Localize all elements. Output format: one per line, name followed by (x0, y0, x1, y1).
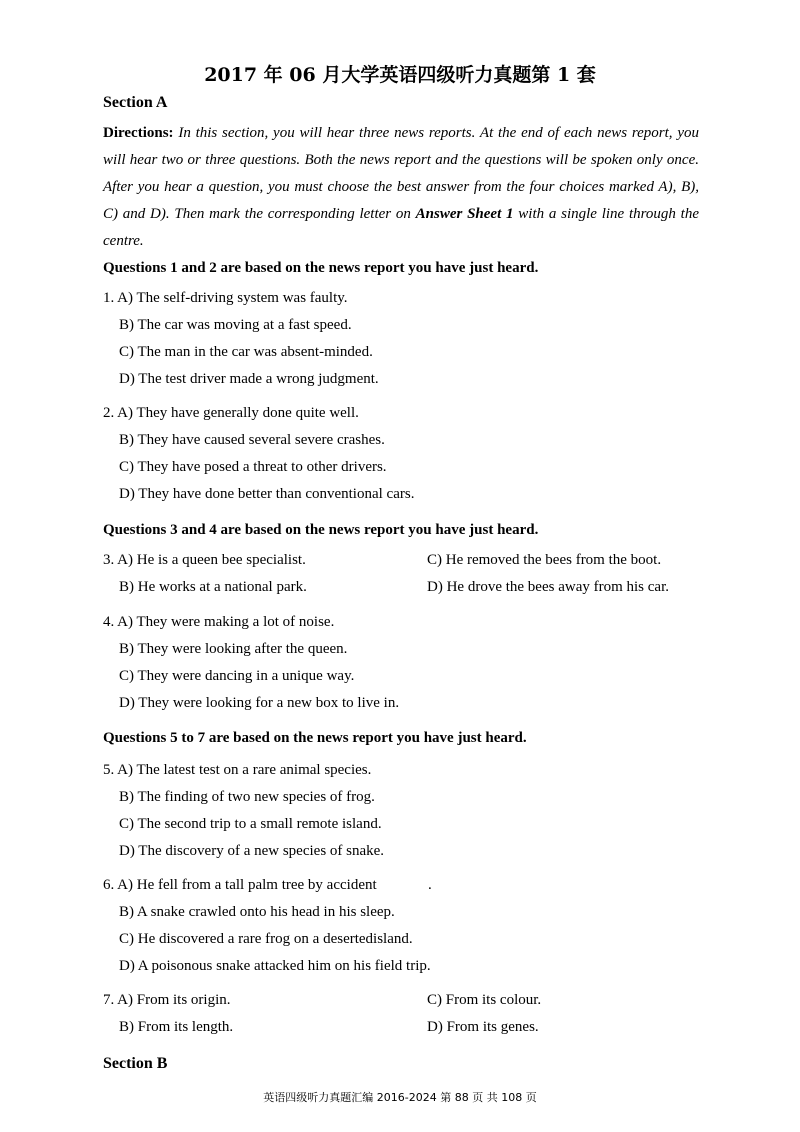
q1-option-b: B) The car was moving at a fast speed. (119, 317, 352, 333)
q6-option-b: B) A snake crawled onto his head in his sleep. (119, 904, 395, 920)
directions-label: Directions: (103, 125, 174, 141)
q3-option-a: 3. A) He is a queen bee specialist. (103, 552, 306, 568)
q7-option-c: C) From its colour. (427, 992, 542, 1008)
q6-option-a-period: . (428, 877, 432, 893)
q3-option-d: D) He drove the bees away from his car. (427, 579, 669, 595)
q5-option-d: D) The discovery of a new species of snake. (119, 843, 385, 859)
section-b-heading: Section B (103, 1055, 168, 1072)
q1-option-a: 1. A) The self-driving system was faulty. (103, 290, 348, 306)
q2-option-b: B) They have caused several severe crashes. (119, 432, 385, 448)
q1-option-d: D) The test driver made a wrong judgment. (119, 371, 379, 387)
q4-option-a: 4. A) They were making a lot of noise. (103, 614, 335, 630)
q7-option-b: B) From its length. (119, 1019, 234, 1035)
q5-option-a: 5. A) The latest test on a rare animal species. (103, 762, 372, 778)
q2-option-d: D) They have done better than conventional cars. (119, 486, 415, 502)
q6-option-d: D) A poisonous snake attacked him on his field trip. (119, 958, 431, 974)
q5-option-b: B) The finding of two new species of frog. (119, 789, 375, 805)
directions (103, 120, 699, 255)
question-group-heading: Questions 5 to 7 are based on the news report you have just heard. (103, 730, 527, 746)
page-title: 2017 年 06 月大学英语四级听力真题第 1 套 (204, 64, 596, 86)
q7-option-a: 7. A) From its origin. (103, 992, 231, 1008)
q5-option-c: C) The second trip to a small remote island. (119, 816, 382, 832)
answer-sheet-ref: Answer Sheet 1 (415, 206, 514, 222)
q7-option-d: D) From its genes. (427, 1019, 539, 1035)
q4-option-c: C) They were dancing in a unique way. (119, 668, 355, 684)
q2-option-c: C) They have posed a threat to other drivers. (119, 459, 387, 475)
directions-body: In this section, you will hear three news reports. At the end of each news report, you will hear two or three questions. Both the news report and the questions will be spoken only once. After you hear a question, you must choose the best answer from the four choices marked A), B), C) and D). Then mark the corresponding letter on (103, 125, 699, 222)
page-footer: 英语四级听力真题汇编 2016-2024 第 88 页 共 108 页 (263, 1091, 537, 1104)
q3-option-c: C) He removed the bees from the boot. (427, 552, 662, 568)
q3-option-b: B) He works at a national park. (119, 579, 307, 595)
q2-option-a: 2. A) They have generally done quite well. (103, 405, 359, 421)
q6-option-c: C) He discovered a rare frog on a desertedisland. (119, 931, 413, 947)
section-a-heading: Section A (103, 94, 168, 111)
q1-option-c: C) The man in the car was absent-minded. (119, 344, 373, 360)
q6-option-a: 6. A) He fell from a tall palm tree by accident (103, 877, 377, 893)
question-group-heading: Questions 1 and 2 are based on the news report you have just heard. (103, 260, 539, 276)
directions-body-end: with a single line through the centre. (103, 206, 699, 249)
q4-option-b: B) They were looking after the queen. (119, 641, 348, 657)
q4-option-d: D) They were looking for a new box to live in. (119, 695, 400, 711)
question-group-heading: Questions 3 and 4 are based on the news report you have just heard. (103, 522, 539, 538)
